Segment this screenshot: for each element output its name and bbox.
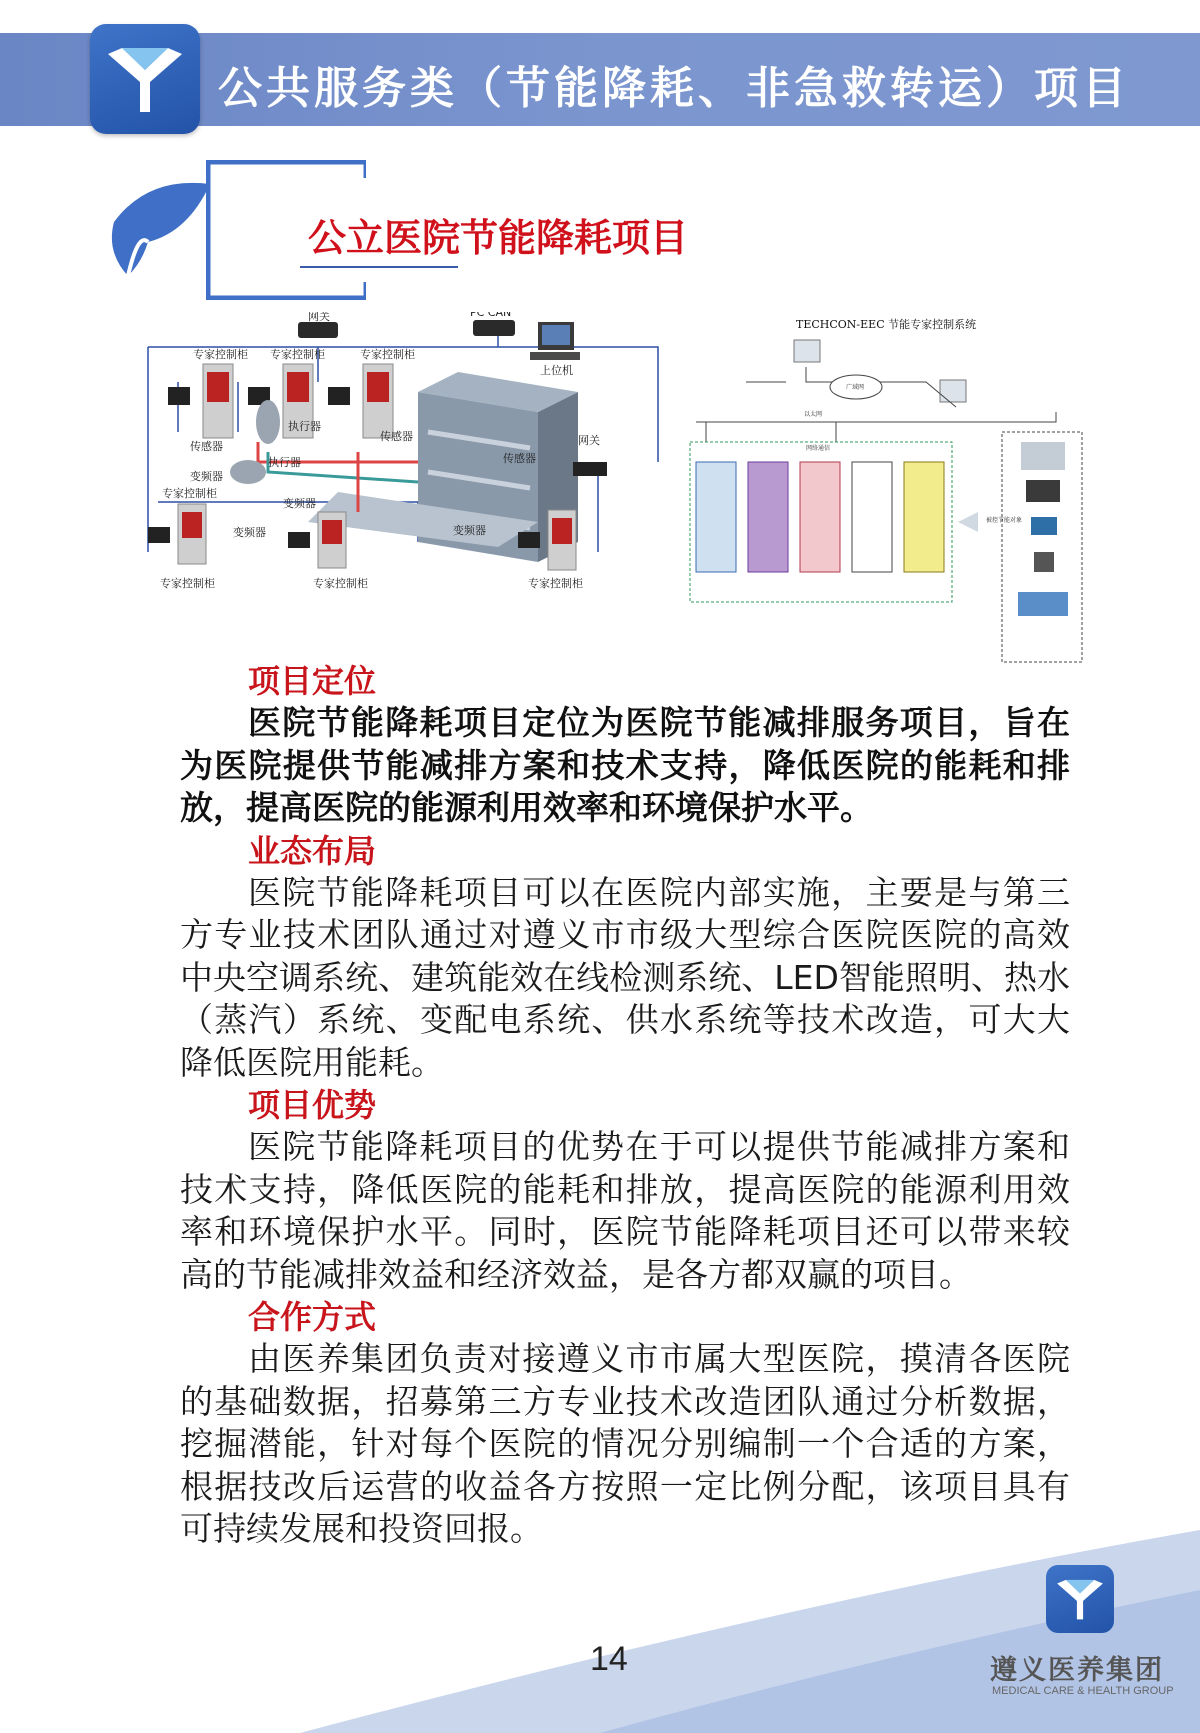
label-lan: 以太网 [804, 411, 823, 418]
header-title: 公共服务类（节能降耗、非急救转运）项目 [218, 63, 1130, 114]
heading-positioning: 项目定位 [248, 662, 377, 700]
label-sensor-2: 传感器 [380, 430, 413, 443]
label-inverter-4: 变频器 [453, 524, 486, 537]
label-cabinet-4: 专家控制柜 [162, 487, 217, 500]
system-layout-diagram [118, 312, 678, 667]
label-sensor-1: 传感器 [190, 440, 223, 453]
label-cabinet-1: 专家控制柜 [193, 348, 248, 361]
label-gateway-top: 网关 [308, 312, 330, 323]
heading-layout: 业态布局 [248, 831, 377, 870]
label-cabinet-2: 专家控制柜 [270, 348, 325, 361]
text-positioning: 医院节能降耗项目定位为医院节能减排服务项目，旨在为医院提供节能减排方案和技术支持，降低医院的能耗和排放，提高医院的能源利用效率和环境保护水平。 [180, 703, 1070, 827]
label-bottom-cabinet-3: 专家控制柜 [528, 577, 583, 590]
label-control-targets: 被控节能对象 [986, 517, 1023, 524]
label-pc-can: PC CAN [470, 312, 512, 319]
right-diagram-title: TECHCON-EEC 节能专家控制系统 [796, 318, 977, 331]
label-network: 网络通信 [806, 445, 831, 452]
text-advantage: 医院节能降耗项目的优势在于可以提供节能减排方案和技术支持，降低医院的能耗和排放，提高医院的能源利用效率和环境保护水平。同时，医院节能降耗项目还可以带来较高的节能减排效益和经济效益，是各方都双赢的项目。 [180, 1127, 1070, 1294]
label-gateway-right: 网关 [578, 434, 600, 447]
section-title: 公立医院节能降耗项目 [308, 216, 689, 260]
label-sensor-3: 传感器 [503, 452, 536, 465]
content [180, 660, 1070, 1551]
footer-wave [0, 1500, 1200, 1733]
label-inverter-2: 变频器 [283, 497, 316, 510]
label-host: 上位机 [540, 364, 573, 377]
control-system-diagram [686, 312, 1088, 667]
label-bottom-cabinet-1: 专家控制柜 [160, 577, 215, 590]
text-layout: 医院节能降耗项目可以在医院内部实施，主要是与第三方专业技术团队通过对遵义市市级大型综合医院医院的高效中央空调系统、建筑能效在线检测系统、LED智能照明、热水（蒸汽）系统、变配电系统、供水系统等技术改造，可大大降低医院用能耗。 [180, 872, 1070, 1082]
page-number: 14 [590, 1640, 628, 1678]
cabinets-top [168, 364, 393, 438]
footer-logo-icon [1046, 1565, 1114, 1633]
label-bottom-cabinet-2: 专家控制柜 [313, 577, 368, 590]
label-wan: 广域网 [846, 384, 865, 391]
section-advantage [180, 1084, 1070, 1296]
footer-org-name: 遵义医养集团 [990, 1655, 1164, 1686]
label-cabinet-3: 专家控制柜 [360, 348, 415, 361]
footer-org-en: MEDICAL CARE & HEALTH GROUP [992, 1685, 1174, 1697]
heading-advantage: 项目优势 [248, 1086, 377, 1124]
label-inverter-1: 变频器 [190, 470, 223, 483]
label-actuator-1: 执行器 [288, 420, 321, 433]
heading-cooperation: 合作方式 [248, 1298, 377, 1336]
title-underline [300, 266, 458, 268]
section-positioning [180, 660, 1070, 830]
label-actuator-2: 执行器 [268, 456, 301, 469]
group-logo-icon [90, 24, 200, 134]
label-inverter-3: 变频器 [233, 526, 266, 539]
section-layout [180, 830, 1070, 1085]
text-cooperation: 由医养集团负责对接遵义市市属大型医院，摸清各医院的基础数据，招募第三方专业技术改造团队通过分析数据，挖掘潜能，针对每个医院的情况分别编制一个合适的方案，根据技改后运营的收益各方按照一定比例分配，该项目具有可持续发展和投资回报。 [180, 1339, 1070, 1548]
leaf-icon [108, 172, 218, 282]
